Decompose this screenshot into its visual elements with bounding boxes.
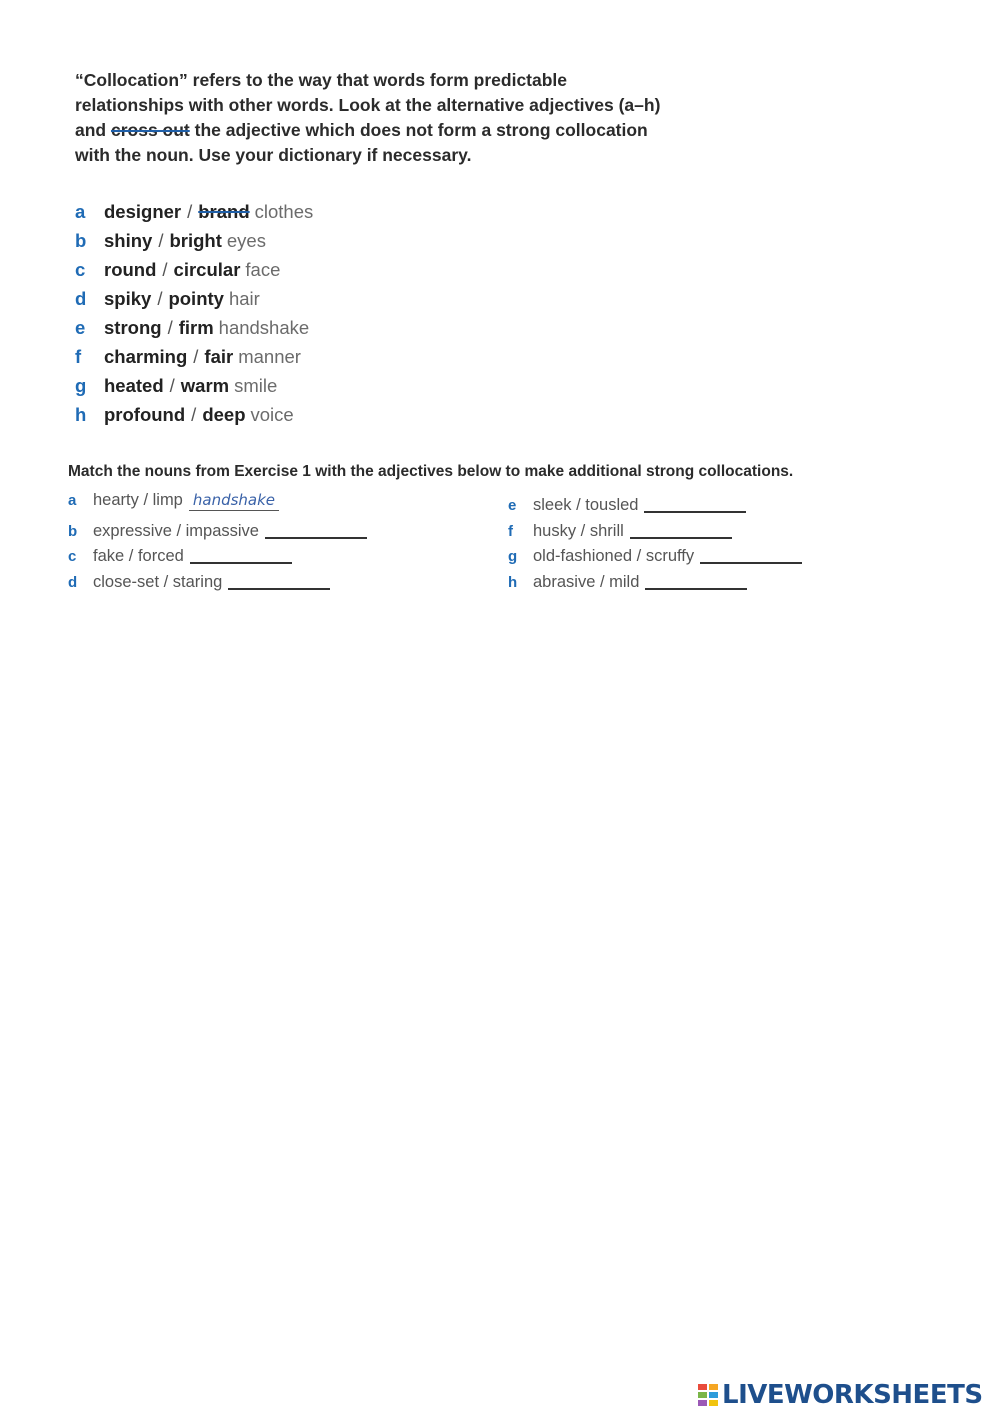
- adjective-option-2[interactable]: firm: [178, 317, 214, 338]
- adjective-option-2[interactable]: bright: [169, 230, 222, 251]
- logo-square: [709, 1384, 718, 1390]
- adjective-pair: expressive / impassive: [93, 521, 259, 540]
- instructions-text: “Collocation” refers to the way that words form predictable relationships with other words. Look at the alternative adjectives (a–h) and: [75, 70, 661, 140]
- adjective-option-1[interactable]: round: [104, 259, 157, 280]
- exercise1-item: [75, 317, 313, 346]
- exercise2-instructions: Match the nouns from Exercise 1 with the adjectives below to make additional strong collocations.: [68, 463, 794, 480]
- exercise2-item: [508, 517, 802, 543]
- logo-square: [698, 1392, 707, 1398]
- answer-blank[interactable]: [630, 520, 732, 539]
- exercise1-instructions: [75, 68, 675, 168]
- adjective-option-2[interactable]: brand: [198, 201, 250, 222]
- item-letter: b: [75, 230, 87, 251]
- item-letter: c: [75, 259, 86, 280]
- item-letter: d: [68, 573, 78, 591]
- adjective-option-1[interactable]: spiky: [104, 288, 152, 309]
- item-letter: g: [75, 375, 87, 396]
- exercise2-item: [68, 491, 367, 517]
- instructions-text-end: the adjective which does not form a strong collocation with the noun. Use your dictionary if necessary.: [75, 120, 648, 165]
- noun: voice: [250, 404, 294, 425]
- slash-separator: /: [193, 346, 199, 367]
- noun: handshake: [218, 317, 310, 338]
- adjective-option-2[interactable]: fair: [204, 346, 234, 367]
- item-letter: f: [75, 346, 82, 367]
- adjective-pair: husky / shrill: [533, 521, 624, 540]
- exercise2-item: [508, 491, 802, 517]
- noun: face: [245, 259, 281, 280]
- slash-separator: /: [158, 230, 164, 251]
- adjective-pair: hearty / limp: [93, 491, 183, 509]
- answer-blank[interactable]: [265, 520, 367, 539]
- item-letter: b: [68, 522, 78, 540]
- exercise2-item: [68, 568, 367, 594]
- logo-square: [698, 1384, 707, 1390]
- adjective-option-2[interactable]: warm: [180, 375, 230, 396]
- noun: eyes: [226, 230, 266, 251]
- exercise1-list: [75, 201, 313, 433]
- noun: smile: [234, 375, 278, 396]
- slash-separator: /: [169, 375, 175, 396]
- adjective-option-1[interactable]: heated: [104, 375, 164, 396]
- item-letter: e: [75, 317, 86, 338]
- item-letter: f: [508, 522, 513, 540]
- slash-separator: /: [191, 404, 197, 425]
- adjective-option-2[interactable]: circular: [173, 259, 241, 280]
- answer-blank[interactable]: [190, 545, 292, 564]
- adjective-option-2[interactable]: pointy: [168, 288, 224, 309]
- answer-blank[interactable]: [700, 545, 802, 564]
- logo-mark-icon: [697, 1383, 719, 1407]
- logo-square: [709, 1392, 718, 1398]
- logo-square: [709, 1400, 718, 1406]
- exercise1-item: [75, 288, 313, 317]
- adjective-pair: old-fashioned / scruffy: [533, 547, 695, 565]
- exercise2-right-column: [508, 491, 802, 593]
- exercise2-item: [68, 517, 367, 543]
- answer-blank[interactable]: [228, 571, 330, 590]
- item-letter: h: [508, 573, 518, 591]
- slash-separator: /: [162, 259, 168, 280]
- exercise2-left-column: [68, 491, 367, 593]
- slash-separator: /: [187, 201, 193, 222]
- exercise1-item: [75, 346, 313, 375]
- answer-field[interactable]: handshake: [189, 492, 279, 511]
- logo-square: [698, 1400, 707, 1406]
- item-letter: a: [68, 492, 77, 509]
- answer-blank[interactable]: [644, 494, 746, 513]
- slash-separator: /: [157, 288, 163, 309]
- adjective-option-2[interactable]: deep: [202, 404, 246, 425]
- logo-text: LIVEWORKSHEETS: [722, 1380, 983, 1410]
- item-letter: c: [68, 548, 77, 565]
- exercise1-item: [75, 259, 313, 288]
- item-letter: e: [508, 497, 517, 514]
- exercise2-item: [68, 542, 367, 568]
- adjective-pair: sleek / tousled: [533, 496, 639, 514]
- noun: clothes: [254, 201, 314, 222]
- answer-blank[interactable]: [645, 571, 747, 590]
- noun: manner: [238, 346, 301, 367]
- exercise2-item: [508, 568, 802, 594]
- adjective-option-1[interactable]: shiny: [104, 230, 153, 251]
- item-letter: g: [508, 548, 518, 565]
- exercise1-item: [75, 201, 313, 230]
- adjective-option-1[interactable]: designer: [104, 201, 182, 222]
- adjective-pair: fake / forced: [93, 547, 184, 565]
- item-letter: a: [75, 201, 86, 222]
- instructions-struck-text: cross out: [110, 120, 190, 140]
- adjective-pair: close-set / staring: [93, 572, 223, 591]
- adjective-pair: abrasive / mild: [533, 572, 640, 591]
- adjective-option-1[interactable]: profound: [104, 404, 186, 425]
- exercise2-item: [508, 542, 802, 568]
- adjective-option-1[interactable]: strong: [104, 317, 162, 338]
- noun: hair: [228, 288, 260, 309]
- exercise1-item: [75, 404, 313, 433]
- exercise1-item: [75, 230, 313, 259]
- item-letter: d: [75, 288, 87, 309]
- slash-separator: /: [167, 317, 173, 338]
- adjective-option-1[interactable]: charming: [104, 346, 188, 367]
- item-letter: h: [75, 404, 87, 425]
- liveworksheets-logo: [697, 1380, 983, 1410]
- exercise1-item: [75, 375, 313, 404]
